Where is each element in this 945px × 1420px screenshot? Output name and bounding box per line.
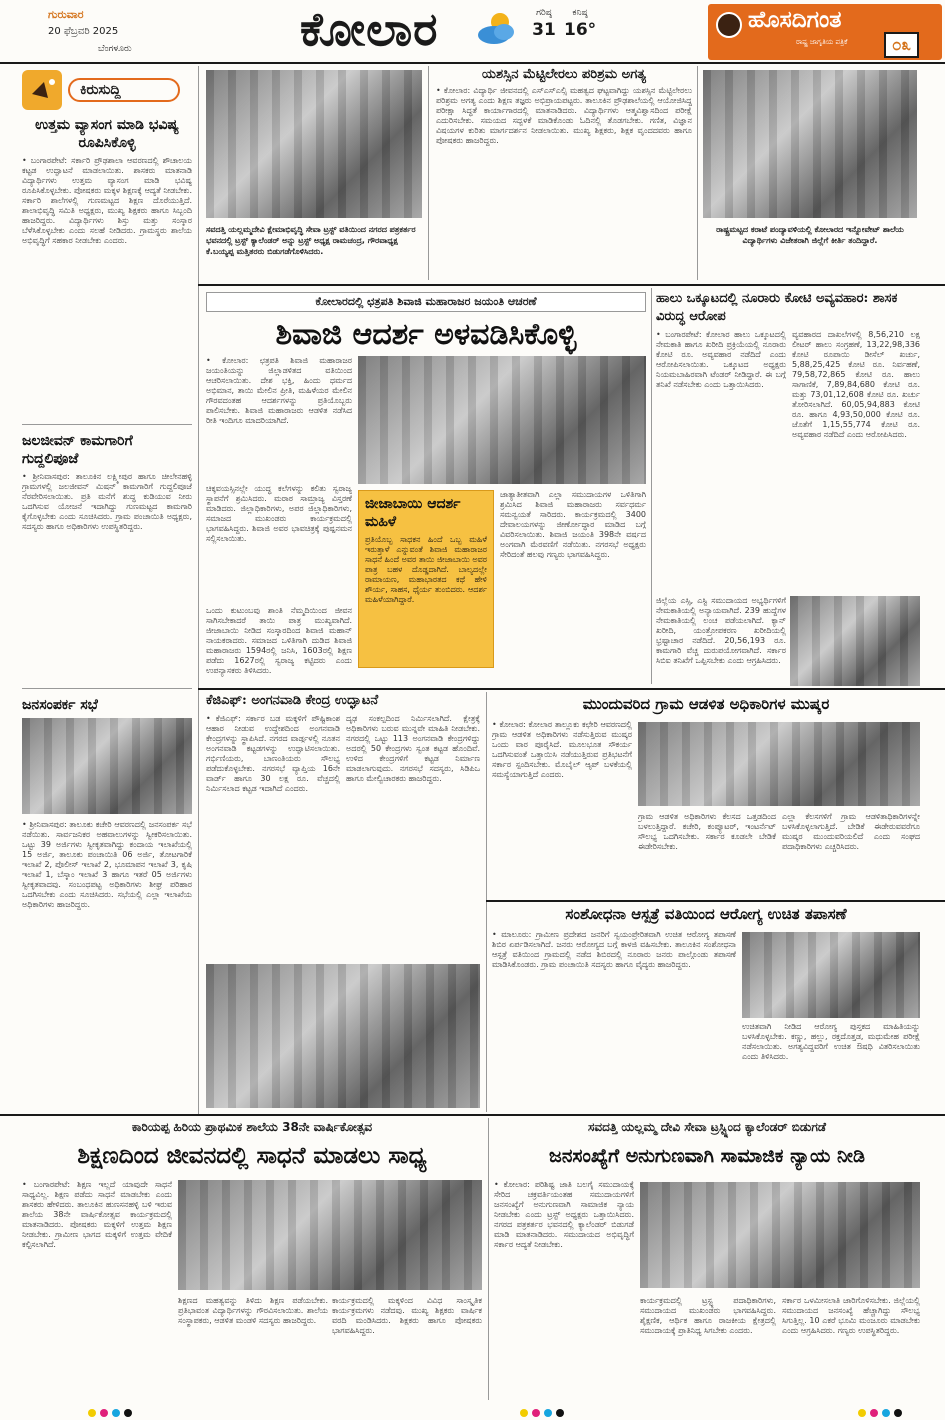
article-justice-p2: ಕಾರ್ಯಕ್ರಮದಲ್ಲಿ ಟ್ರಸ್ಟ್ನ ಪದಾಧಿಕಾರಿಗಳು, ಸಮುದಾಯದ ಮುಖಂಡರು ಭಾಗವಹಿಸಿದ್ದರು. ಶೈಕ್ಷಣಿಕ, ಆರ್ಥಿಕ ಹಾಗೂ ರಾಜಕೀಯ ಕ್ಷೇತ್ರದಲ್ಲಿ ಸಮುದಾಯಕ್ಕೆ ಪ್ರಾತಿನಿಧ್ಯ ಸಿಗಬೇಕು ಎಂದರು. (640, 1296, 776, 1335)
weekday: ಗುರುವಾರ (48, 8, 84, 21)
print-registration-marks (0, 1406, 945, 1420)
section-rule (486, 900, 945, 902)
article-school-p2: ಶಿಕ್ಷಣದ ಮಹತ್ವವನ್ನು ತಿಳಿದು ಶಿಕ್ಷಣ ಪಡೆಯಬೇಕು. ಪ್ರತಿಭಾವಂತ ವಿದ್ಯಾರ್ಥಿಗಳನ್ನು ಗೌರವಿಸಲಾಯಿತು. ಶಾಲೆಯ ಸಂಸ್ಥಾಪಕರು, ಆಡಳಿತ ಮಂಡಳಿ ಸದಸ್ಯರು ಹಾಜರಿದ್ದರು. (178, 1296, 328, 1325)
column-divider (486, 692, 487, 1112)
header-rule (0, 62, 945, 64)
kicker-shivaji (206, 292, 646, 312)
article-health-p1: • ಮಾಲೂರು: ಗ್ರಾಮೀಣ ಪ್ರದೇಶದ ಜನರಿಗೆ ಸ್ವಯಂಪ್ರೇರಿತವಾಗಿ ಉಚಿತ ಆರೋಗ್ಯ ತಪಾಸಣೆ ಶಿಬಿರ ಏರ್ಪಡಿಸಲಾಗಿದೆ. ಜನರು ಆರೋಗ್ಯದ ಬಗ್ಗೆ ಕಾಳಜಿ ವಹಿಸಬೇಕು. ತಾಲೂಕಿನ ಸಂಶೋಧನಾ ಆಸ್ಪತ್ರೆ ವತಿಯಿಂದ ಗ್ರಾಮದಲ್ಲಿ ನಡೆದ ಶಿಬಿರದಲ್ಲಿ ನೂರಾರು ಜನರು ಪಾಲ್ಗೊಂಡು ತಪಾಸಣೆ ಮಾಡಿಸಿಕೊಂಡರು. ಗ್ರಾಮ ಪಂಚಾಯಿತಿ ಸದಸ್ಯರು ಹಾಗೂ ವೈದ್ಯರು ಹಾಜರಿದ್ದರು. (492, 930, 736, 969)
kicker-school: ಕಾರಿಯಪ್ಪ ಹಿರಿಯ ಪ್ರಾಥಮಿಕ ಶಾಲೆಯ 38ನೇ ವಾರ್ಷಿಕೋತ್ಸವ (131, 1120, 373, 1134)
photo-trust-calendar (640, 1182, 920, 1288)
temp-min (564, 8, 596, 40)
register-dot-black (894, 1409, 902, 1417)
register-dot-yellow (88, 1409, 96, 1417)
box-jijabai-title: ಜೀಜಾಬಾಯಿ ಆದರ್ಶ ಮಹಿಳೆ (365, 496, 461, 530)
article-health-p2: ಉಚಿತವಾಗಿ ನೀಡಿದ ಆರೋಗ್ಯ ಪುಸ್ತಕದ ಮಾಹಿತಿಯನ್ನು ಬಳಸಿಕೊಳ್ಳಬೇಕು. ಕಣ್ಣು, ಹಲ್ಲು, ರಕ್ತದೊತ್ತಡ, ಮಧುಮೇಹ ಪರೀಕ್ಷೆ ನಡೆಸಲಾಯಿತು. ಅಗತ್ಯವಿದ್ದವರಿಗೆ ಉಚಿತ ಔಷಧಿ ವಿತರಿಸಲಾಯಿತು ಎಂದು ತಿಳಿಸಿದರು. (742, 1022, 920, 1061)
article-shivaji-p4: ಜಾತ್ಯಾತೀತವಾಗಿ ಎಲ್ಲಾ ಸಮುದಾಯಗಳ ಒಳಿತಿಗಾಗಿ ಶ್ರಮಿಸಿದ ಶಿವಾಜಿ ಮಹಾರಾಜರು ಸರ್ವಧರ್ಮ ಸಮನ್ವಯತೆ ಸಾರಿದರು. ಕಾರ್ಯಕ್ರಮದಲ್ಲಿ 3400 ದೇವಾಲಯಗಳನ್ನು ಜೀರ್ಣೋದ್ಧಾರ ಮಾಡಿದ ಬಗ್ಗೆ ವಿವರಿಸಲಾಯಿತು. ಶಿವಾಜಿ ಜಯಂತಿ 398ನೇ ವರ್ಷದ ಅಂಗವಾಗಿ ಮೆರವಣಿಗೆ ನಡೆಯಿತು. ನಗರಸಭೆ ಅಧ್ಯಕ್ಷರು ಸೇರಿದಂತೆ ಹಲವು ಗಣ್ಯರು ಭಾಗವಹಿಸಿದ್ದರು. (500, 490, 646, 559)
caption-karate: ರಾಷ್ಟ್ರಮಟ್ಟದ ಕರಾಟೆ ಪಂದ್ಯಾವಳಿಯಲ್ಲಿ ಕೋಲಾರದ ಇನ್ನೋವೇಟ್ ಶಾಲೆಯ ವಿದ್ಯಾರ್ಥಿಗಳು ವಿಜೇತರಾಗಿ ಜಿಲ್ಲೆಗೆ ಕೀರ್ತಿ ತಂದಿದ್ದಾರೆ. (716, 225, 904, 245)
article-janasampark: • ಶ್ರೀನಿವಾಸಪುರ: ತಾಲೂಕು ಕಚೇರಿ ಆವರಣದಲ್ಲಿ ಜನಸಂಪರ್ಕ ಸಭೆ ನಡೆಯಿತು. ಸಾರ್ವಜನಿಕರ ಅಹವಾಲುಗಳನ್ನು ಸ್ವೀಕರಿಸಲಾಯಿತು. ಒಟ್ಟು 39 ಅರ್ಜಿಗಳು ಸ್ವೀಕೃತವಾಗಿದ್ದು ಕಂದಾಯ ಇಲಾಖೆಯಲ್ಲಿ 15 ಅರ್ಜಿ, ತಾಲೂಕು ಪಂಚಾಯಿತಿ 06 ಅರ್ಜಿ, ತೋಟಗಾರಿಕೆ ಇಲಾಖೆ 2, ಪೊಲೀಸ್ ಇಲಾಖೆ 2, ಭೂಮಾಪನ ಇಲಾಖೆ 3, ಕೃಷಿ ಇಲಾಖೆ 1, ಬೆಸ್ಕಾಂ ಇಲಾಖೆ 3 ಹಾಗೂ ಇತರೆ 05 ಅರ್ಜಿಗಳು ಸ್ವೀಕೃತವಾದವು. ಸಂಬಂಧಪಟ್ಟ ಅಧಿಕಾರಿಗಳು ಶೀಘ್ರ ಪರಿಹಾರ ಒದಗಿಸಬೇಕು ಎಂದು ಸೂಚಿಸಿದರು. ಸಭೆಯಲ್ಲಿ ಎಲ್ಲಾ ಇಲಾಖೆಯ ಅಧಿಕಾರಿಗಳು ಹಾಜರಿದ್ದರು. (22, 820, 192, 909)
masthead-title: ಕೋಲಾರ (300, 2, 439, 56)
column-divider (651, 288, 652, 684)
article-justice-p3: ಸರ್ಕಾರ ಒಳಮೀಸಲಾತಿ ಜಾರಿಗೊಳಿಸಬೇಕು. ಜಿಲ್ಲೆಯಲ್ಲಿ ಸಮುದಾಯದ ಜನಸಂಖ್ಯೆ ಹೆಚ್ಚಾಗಿದ್ದು ಸೌಲಭ್ಯ ಸಿಗುತ್ತಿಲ್ಲ. 10 ಎಕರೆ ಭೂಮಿ ಮಂಜೂರು ಮಾಡಬೇಕು ಎಂದು ಆಗ್ರಹಿಸಿದರು. ಗಣ್ಯರು ಉಪಸ್ಥಿತರಿದ್ದರು. (782, 1296, 920, 1335)
article-officers-p2: ಗ್ರಾಮ ಆಡಳಿತ ಅಧಿಕಾರಿಗಳು ಕೆಲಸದ ಒತ್ತಡದಿಂದ ಬಳಲುತ್ತಿದ್ದಾರೆ. ಕಚೇರಿ, ಕಂಪ್ಯೂಟರ್, ಇಂಟರ್ನೆಟ್ ಸೌಲಭ್ಯ ಒದಗಿಸಬೇಕು. ಸರ್ಕಾರ ಕೂಡಲೇ ಬೇಡಿಕೆ ಈಡೇರಿಸಬೇಕು. (638, 812, 776, 851)
register-dot-cyan (882, 1409, 890, 1417)
page-number: ೦೩ (884, 32, 919, 58)
column-divider (697, 66, 698, 280)
register-dot-cyan (544, 1409, 552, 1417)
headline-success: ಯಶಸ್ಸಿನ ಮೆಟ್ಟಿಲೇರಲು ಪರಿಶ್ರಮ ಅಗತ್ಯ (482, 67, 646, 82)
box-jijabai (358, 490, 494, 668)
headline-school: ಶಿಕ್ಷಣದಿಂದ ಜೀವನದಲ್ಲಿ ಸಾಧನೆ ಮಾಡಲು ಸಾಧ್ಯ (77, 1142, 427, 1169)
divider (22, 424, 192, 425)
register-dot-magenta (870, 1409, 878, 1417)
brand-banner (708, 4, 942, 60)
brand-logo-icon (716, 12, 742, 38)
article-shivaji-p2: ಚಿಕ್ಕವಯಸ್ಸಿನಲ್ಲೇ ಯುದ್ಧ ಕಲೆಗಳನ್ನು ಕಲಿತು ಸ್ವರಾಜ್ಯ ಸ್ಥಾಪನೆಗೆ ಶ್ರಮಿಸಿದರು. ಮರಾಠ ಸಾಮ್ರಾಜ್ಯ ವಿಸ್ತರಣೆ ಮಾಡಿದರು. ಜಿಲ್ಲಾಧಿಕಾರಿಗಳು, ಅಪರ ಜಿಲ್ಲಾಧಿಕಾರಿಗಳು, ಸಮಾಜದ ಮುಖಂಡರು ಕಾರ್ಯಕ್ರಮದಲ್ಲಿ ಭಾಗವಹಿಸಿದ್ದರು. ಶಿವಾಜಿ ಅವರ ಭಾವಚಿತ್ರಕ್ಕೆ ಪುಷ್ಪನಮನ ಸಲ್ಲಿಸಲಾಯಿತು. (206, 484, 352, 543)
register-dot-magenta (100, 1409, 108, 1417)
date: 20 ಫೆಬ್ರವರಿ 2025 (48, 26, 119, 37)
photo-health-camp (742, 932, 920, 1018)
article-success: • ಕೋಲಾರ: ವಿದ್ಯಾರ್ಥಿ ಜೀವನದಲ್ಲಿ ಎಸ್ಎಸ್ಎಲ್ಸಿ ಮಹತ್ವದ ಘಟ್ಟವಾಗಿದ್ದು ಯಶಸ್ಸಿನ ಮೆಟ್ಟಿಲೇರಲು ಪರಿಶ್ರಮ ಅಗತ್ಯ ಎಂದು ಶಿಕ್ಷಣ ತಜ್ಞರು ಅಭಿಪ್ರಾಯಪಟ್ಟರು. ತಾಲೂಕಿನ ಪ್ರೌಢಶಾಲೆಯಲ್ಲಿ ಆಯೋಜಿಸಿದ್ದ ಪರೀಕ್ಷಾ ಸಿದ್ಧತೆ ಕಾರ್ಯಾಗಾರದಲ್ಲಿ ಮಾತನಾಡಿದರು. ವಿದ್ಯಾರ್ಥಿಗಳು ಆತ್ಮವಿಶ್ವಾಸದಿಂದ ಪರೀಕ್ಷೆ ಎದುರಿಸಬೇಕು. ಸಮಯದ ಸದ್ಬಳಕೆ ಮಾಡಿಕೊಂಡು ಓದಿನಲ್ಲಿ ತೊಡಗಬೇಕು. ಗಣಿತ, ವಿಜ್ಞಾನ ವಿಷಯಗಳ ಕುರಿತು ಮಾರ್ಗದರ್ಶನ ನೀಡಲಾಯಿತು. ಮುಖ್ಯ ಶಿಕ್ಷಕರು, ಶಿಕ್ಷಕ ವೃಂದದವರು ಹಾಗೂ ಪೋಷಕರು ಹಾಜರಿದ್ದರು. (436, 86, 692, 145)
temp-max-label: ಗರಿಷ್ಠ (536, 8, 552, 18)
article-shivaji-p3: ಒಂದು ಕುಟುಂಬವು ಶಾಂತಿ ನೆಮ್ಮದಿಯಿಂದ ಜೀವನ ಸಾಗಿಸಬೇಕಾದರೆ ತಾಯಿ ಪಾತ್ರ ಮುಖ್ಯವಾಗಿದೆ. ಜೀಜಾಬಾಯಿ ನೀಡಿದ ಸಂಸ್ಕಾರದಿಂದ ಶಿವಾಜಿ ಮಹಾನ್ ನಾಯಕರಾದರು. ಸಮಾಜದ ಒಳಿತಿಗಾಗಿ ದುಡಿದ ಶಿವಾಜಿ ಮಹಾರಾಜರು 1594ರಲ್ಲಿ ಜನಿಸಿ, 1603ರಲ್ಲಿ ಶಿಕ್ಷಣ ಪಡೆದು 1627ರಲ್ಲಿ ಸ್ವರಾಜ್ಯ ಕಟ್ಟಿದರು ಎಂದು ಉಪನ್ಯಾಸಕರು ತಿಳಿಸಿದರು. (206, 606, 352, 675)
article-kgf-p1: • ಕೆಜಿಎಫ್: ಸರ್ಕಾರ ಬಡ ಮಕ್ಕಳಿಗೆ ಪೌಷ್ಟಿಕಾಂಶ ಆಹಾರ ನೀಡುವ ಉದ್ದೇಶದಿಂದ ಅಂಗನವಾಡಿ ಕೇಂದ್ರಗಳನ್ನು ಸ್ಥಾಪಿಸಿದೆ. ನಗರದ ವಾರ್ಡ್ಗಳಲ್ಲಿ ನೂತನ ಅಂಗನವಾಡಿ ಕಟ್ಟಡಗಳನ್ನು ಉದ್ಘಾಟಿಸಲಾಯಿತು. ಗರ್ಭಿಣಿಯರು, ಬಾಣಂತಿಯರು ಸೌಲಭ್ಯ ಪಡೆದುಕೊಳ್ಳಬೇಕು. ನಗರಸಭೆ ವ್ಯಾಪ್ತಿಯ 16ನೇ ವಾರ್ಡ್ ಹಾಗೂ 30 ಲಕ್ಷ ರೂ. ವೆಚ್ಚದಲ್ಲಿ ನಿರ್ಮಿಸಲಾದ ಕಟ್ಟಡ ಇದಾಗಿದೆ ಎಂದರು. (206, 714, 340, 793)
register-dot-black (556, 1409, 564, 1417)
article-kgf-p2: ದೃಢ ಸಂಕಲ್ಪದಿಂದ ನಿರ್ಮಿಸಲಾಗಿದೆ. ಕ್ಷೇತ್ರಕ್ಕೆ ಅಧಿಕಾರಿಗಳು ಬರುವ ಮುನ್ನವೇ ಮಾಹಿತಿ ನೀಡಬೇಕು. ನಗರದಲ್ಲಿ ಒಟ್ಟು 113 ಅಂಗನವಾಡಿ ಕೇಂದ್ರಗಳಿದ್ದು ಅದರಲ್ಲಿ 50 ಕೇಂದ್ರಗಳು ಸ್ವಂತ ಕಟ್ಟಡ ಹೊಂದಿವೆ. ಉಳಿದ ಕೇಂದ್ರಗಳಿಗೆ ಕಟ್ಟಡ ನಿರ್ಮಾಣ ಮಾಡಲಾಗುವುದು. ನಗರಸಭೆ ಸದಸ್ಯರು, ಸಿಡಿಪಿಒ ಹಾಗೂ ಮೇಲ್ವಿಚಾರಕರು ಹಾಜರಿದ್ದರು. (346, 714, 480, 783)
article-milk-p2: ವ್ಯವಹಾರದ ದಾಖಲೆಗಳಲ್ಲಿ 8,56,210 ಲಕ್ಷ ಲೀಟರ್ ಹಾಲು ಸಂಗ್ರಹಣೆ, 13,22,98,336 ಕೋಟಿ ರೂಪಾಯಿ ಡೀಸೆಲ್ ಖರ್ಚು, 5,88,25,425 ಕೋಟಿ ರೂ. ನಿರ್ವಹಣೆ, 79,58,72,865 ಕೋಟಿ ರೂ. ಹಾಲು ಸಾಗಾಣಿಕೆ, 7,89,84,680 ಕೋಟಿ ರೂ. ಮತ್ತು 73,01,12,608 ಕೋಟಿ ರೂ. ಖರ್ಚು ತೋರಿಸಲಾಗಿದೆ. 60,05,94,883 ಕೋಟಿ ರೂ. ಹಾಗೂ 4,93,50,000 ಕೋಟಿ ರೂ. ಜೊತೆಗೆ 1,15,55,774 ಕೋಟಿ ರೂ. ಅವ್ಯವಹಾರ ನಡೆದಿದೆ ಎಂದು ಆರೋಪಿಸಿದರು. (792, 330, 920, 439)
photo-milk-union (790, 596, 920, 686)
register-dot-yellow (520, 1409, 528, 1417)
photo-janasampark (22, 718, 192, 814)
photo-anganwadi (206, 964, 480, 1108)
column-divider (428, 66, 429, 280)
article-jaljeevan: • ಶ್ರೀನಿವಾಸಪುರ: ತಾಲೂಕಿನ ಲಕ್ಷ್ಮೀಪುರ ಹಾಗೂ ಚೀಲೇನಹಳ್ಳಿ ಗ್ರಾಮಗಳಲ್ಲಿ ಜಲಜೀವನ್ ಮಿಷನ್ ಕಾಮಗಾರಿಗೆ ಗುದ್ದಲಿಪೂಜೆ ನೆರವೇರಿಸಲಾಯಿತು. ಪ್ರತಿ ಮನೆಗೆ ಶುದ್ಧ ಕುಡಿಯುವ ನೀರು ಒದಗಿಸುವ ಯೋಜನೆ ಇದಾಗಿದ್ದು ಗುಣಮಟ್ಟದ ಕಾಮಗಾರಿ ಕೈಗೊಳ್ಳಬೇಕು ಎಂದು ಸೂಚಿಸಿದರು. ಗ್ರಾಮ ಪಂಚಾಯಿತಿ ಅಧ್ಯಕ್ಷರು, ಸದಸ್ಯರು ಹಾಗೂ ಅಧಿಕಾರಿಗಳು ಉಪಸ್ಥಿತರಿದ್ದರು. (22, 472, 192, 531)
kicker-justice: ಸವದತ್ತಿ ಯಲ್ಲಮ್ಮ ದೇವಿ ಸೇವಾ ಟ್ರಸ್ಟ್ನಿಂದ ಕ್ಯಾಲೆಂಡರ್ ಬಿಡುಗಡೆ (588, 1120, 826, 1134)
register-dot-cyan (112, 1409, 120, 1417)
headline-kgf: ಕೆಜಿಎಫ್: ಅಂಗನವಾಡಿ ಕೇಂದ್ರ ಉದ್ಘಾಟನೆ (206, 693, 379, 708)
section-rule (0, 1114, 945, 1116)
caption-calendar-release: ಸವದತ್ತಿ ಯಲ್ಲಮ್ಮದೇವಿ ಕ್ಷೇಮಾಭಿವೃದ್ಧಿ ಸೇವಾ ಟ್ರಸ್ಟ್ ವತಿಯಿಂದ ನಗರದ ಪತ್ರಕರ್ತರ ಭವನದಲ್ಲಿ ಟ್ರಸ್ಟ್ ಕ್ಯಾಲೆಂಡರ್ ಅನ್ನು ಟ್ರಸ್ಟ್ ಅಧ್ಯಕ್ಷ ರಾಮಚಂದ್ರ, ಗೌರವಾಧ್ಯಕ್ಷ ಕೆ.ಬಯ್ಯಪ್ಪ ಮತ್ತಿತರರು ಬಿಡುಗಡೆಗೊಳಿಸಿದರು. (206, 225, 416, 256)
megaphone-icon (22, 70, 62, 110)
temperature (528, 8, 608, 56)
temp-min-label: ಕನಿಷ್ಠ (572, 8, 588, 18)
kirusuddi-label: ಕಿರುಸುದ್ದಿ (68, 78, 180, 102)
article-shivaji-p1: • ಕೋಲಾರ: ಛತ್ರಪತಿ ಶಿವಾಜಿ ಮಹಾರಾಜರ ಜಯಂತಿಯನ್ನು ಜಿಲ್ಲಾಡಳಿತದ ವತಿಯಿಂದ ಆಚರಿಸಲಾಯಿತು. ದೇಶ ಭಕ್ತಿ, ಹಿಂದು ಧರ್ಮದ ಅಭಿಮಾನ, ತಾಯಿ ಮೇಲಿನ ಪ್ರೀತಿ, ಮಹಿಳೆಯರ ಮೇಲಿನ ಗೌರವದಂತಹ ಆದರ್ಶಗಳನ್ನು ಪ್ರತಿಯೊಬ್ಬರು ಪಾಲಿಸಬೇಕು. ಶಿವಾಜಿ ಮಹಾರಾಜರು ಆಡಳಿತ ನಡೆಸಿದ ರೀತಿ ಇಂದಿಗೂ ಮಾದರಿಯಾಗಿದೆ. (206, 356, 352, 425)
article-milk-p3: ಜಿಲ್ಲೆಯ ಎಸ್ಸಿ, ಎಸ್ಟಿ ಸಮುದಾಯದ ಅಭ್ಯರ್ಥಿಗಳಿಗೆ ನೇಮಕಾತಿಯಲ್ಲಿ ಅನ್ಯಾಯವಾಗಿದೆ. 239 ಹುದ್ದೆಗಳ ನೇಮಕಾತಿಯಲ್ಲಿ ಲಂಚ ಪಡೆಯಲಾಗಿದೆ. ಕ್ಯಾನ್ ಖರೀದಿ, ಯಂತ್ರೋಪಕರಣ ಖರೀದಿಯಲ್ಲಿ ಭ್ರಷ್ಟಾಚಾರ ನಡೆದಿದೆ. 20,56,193 ರೂ. ಕಾಮಗಾರಿ ವೆಚ್ಚ ದುರುಪಯೋಗವಾಗಿದೆ. ಸರ್ಕಾರ ಸಿಬಿಐ ತನಿಖೆಗೆ ಒಪ್ಪಿಸಬೇಕು ಎಂದು ಆಗ್ರಹಿಸಿದರು. (656, 596, 786, 665)
kirusuddi-badge (22, 70, 182, 110)
city: ಬೆಂಗಳೂರು (98, 44, 132, 54)
kicker-shivaji-text: ಕೋಲಾರದಲ್ಲಿ ಛತ್ರಪತಿ ಶಿವಾಜಿ ಮಹಾರಾಜರ ಜಯಂತಿ ಆಚರಣೆ (315, 295, 537, 308)
article-school-p1: • ಬಂಗಾರಪೇಟೆ: ಶಿಕ್ಷಣ ಇಲ್ಲದೆ ಯಾವುದೇ ಸಾಧನೆ ಸಾಧ್ಯವಿಲ್ಲ. ಶಿಕ್ಷಣ ಪಡೆದು ಸಾಧನೆ ಮಾಡಬೇಕು ಎಂದು ಶಾಸಕರು ಹೇಳಿದರು. ತಾಲೂಕಿನ ಹುಣಸನಹಳ್ಳಿ ಬಳಿ ಇರುವ ಶಾಲೆಯ 38ನೇ ವಾರ್ಷಿಕೋತ್ಸವ ಕಾರ್ಯಕ್ರಮದಲ್ಲಿ ಮಾತನಾಡಿದರು. ಪೋಷಕರು ಮಕ್ಕಳಿಗೆ ಉತ್ತಮ ಶಿಕ್ಷಣ ನೀಡಬೇಕು. ಗ್ರಾಮೀಣ ಭಾಗದ ಮಕ್ಕಳಿಗೆ ಉತ್ತಮ ವೇದಿಕೆ ಕಲ್ಪಿಸಲಾಗಿದೆ. (22, 1180, 172, 1249)
headline-janasampark: ಜನಸಂಪರ್ಕ ಸಭೆ (22, 697, 98, 713)
register-dot-black (124, 1409, 132, 1417)
headline-milk-union: ಹಾಲು ಒಕ್ಕೂಟದಲ್ಲಿ ನೂರಾರು ಕೋಟಿ ಅವ್ಯವಹಾರ: ಶಾಸಕ ವಿರುದ್ಧ ಆರೋಪ (656, 291, 898, 324)
article-officers-p1: • ಕೋಲಾರ: ಕೋಲಾರ ತಾಲ್ಲೂಕು ಕಛೇರಿ ಆವರಣದಲ್ಲಿ ಗ್ರಾಮ ಆಡಳಿತ ಅಧಿಕಾರಿಗಳು ನಡೆಸುತ್ತಿರುವ ಮುಷ್ಕರ ಒಂದು ವಾರ ಪೂರೈಸಿದೆ. ಮೂಲಭೂತ ಸೌಕರ್ಯ ಒದಗಿಸುವಂತೆ ಒತ್ತಾಯಿಸಿ ನಡೆಯುತ್ತಿರುವ ಪ್ರತಿಭಟನೆಗೆ ಸರ್ಕಾರ ಸ್ಪಂದಿಸಬೇಕು. ಮೊಬೈಲ್ ಆ್ಯಪ್ ಬಳಕೆಯಲ್ಲಿ ಸಮಸ್ಯೆಯಾಗುತ್ತಿದೆ ಎಂದರು. (492, 720, 632, 779)
temp-max (528, 8, 560, 40)
photo-officers-strike (638, 722, 920, 806)
divider (22, 688, 192, 689)
register-dot-magenta (532, 1409, 540, 1417)
article-officers-p3: ಎಲ್ಲಾ ಕೆಲಸಗಳಿಗೆ ಗ್ರಾಮ ಆಡಳಿತಾಧಿಕಾರಿಗಳನ್ನೇ ಬಳಸಿಕೊಳ್ಳಲಾಗುತ್ತಿದೆ. ಬೇಡಿಕೆ ಈಡೇರುವವರೆಗೂ ಮುಷ್ಕರ ಮುಂದುವರಿಯಲಿದೆ ಎಂದು ಸಂಘದ ಪದಾಧಿಕಾರಿಗಳು ಎಚ್ಚರಿಸಿದರು. (782, 812, 920, 851)
article-justice-p1: • ಕೋಲಾರ: ಪರಿಶಿಷ್ಟ ಜಾತಿ ಬಲಗೈ ಸಮುದಾಯಕ್ಕೆ ಸೇರಿದ ಚಕ್ರವರ್ತಿಯಂತಹ ಸಮುದಾಯಗಳಿಗೆ ಜನಸಂಖ್ಯೆಗೆ ಅನುಗುಣವಾಗಿ ಸಾಮಾಜಿಕ ನ್ಯಾಯ ನೀಡಬೇಕು ಎಂದು ಟ್ರಸ್ಟ್ ಅಧ್ಯಕ್ಷರು ಒತ್ತಾಯಿಸಿದರು. ನಗರದ ಪತ್ರಕರ್ತರ ಭವನದಲ್ಲಿ ಕ್ಯಾಲೆಂಡರ್ ಬಿಡುಗಡೆ ಮಾಡಿ ಮಾತನಾಡಿದರು. ಸಮುದಾಯದ ಅಭಿವೃದ್ಧಿಗೆ ಸರ್ಕಾರ ಆದ್ಯತೆ ನೀಡಬೇಕು. (494, 1180, 634, 1249)
box-jijabai-text: ಪ್ರತಿಯೊಬ್ಬ ಸಾಧಕನ ಹಿಂದೆ ಒಬ್ಬ ಮಹಿಳೆ ಇರುತ್ತಾಳೆ ಎನ್ನುವಂತೆ ಶಿವಾಜಿ ಮಹಾರಾಜರ ಸಾಧನೆ ಹಿಂದೆ ಅವರ ತಾಯಿ ಜೀಜಾಬಾಯಿ ಅವರ ಪಾತ್ರ ಬಹಳ ದೊಡ್ಡದಾಗಿದೆ. ಬಾಲ್ಯದಲ್ಲೇ ರಾಮಾಯಣ, ಮಹಾಭಾರತದ ಕಥೆ ಹೇಳಿ ಶೌರ್ಯ, ಸಾಹಸ, ಧೈರ್ಯ ತುಂಬಿದರು. ಆದರ್ಶ ಮಹಿಳೆಯಾಗಿದ್ದಾರೆ. (365, 535, 487, 604)
register-dot-yellow (858, 1409, 866, 1417)
section-rule (198, 688, 945, 690)
temp-min-value: 16° (564, 20, 597, 40)
brand-tagline: ರಾಷ್ಟ್ರ ಜಾಗೃತಿಯ ಪತ್ರಿಕೆ (796, 38, 848, 46)
headline-shivaji: ಶಿವಾಜಿ ಆದರ್ಶ ಅಳವಡಿಸಿಕೊಳ್ಳಿ (275, 317, 577, 352)
photo-karate (703, 70, 917, 218)
headline-justice: ಜನಸಂಖ್ಯೆಗೆ ಅನುಗುಣವಾಗಿ ಸಾಮಾಜಿಕ ನ್ಯಾಯ ನೀಡಿ (549, 1145, 865, 1167)
column-divider (488, 1118, 489, 1400)
article-school-p3: ಕಾರ್ಯಕ್ರಮದಲ್ಲಿ ಮಕ್ಕಳಿಂದ ವಿವಿಧ ಸಾಂಸ್ಕೃತಿಕ ಕಾರ್ಯಕ್ರಮಗಳು ನಡೆದವು. ಮುಖ್ಯ ಶಿಕ್ಷಕರು ವಾರ್ಷಿಕ ವರದಿ ಮಂಡಿಸಿದರು. ಶಿಕ್ಷಕರು ಹಾಗೂ ಪೋಷಕರು ಭಾಗವಹಿಸಿದ್ದರು. (332, 1296, 482, 1335)
brand-name: ಹೊಸದಿಗಂತ (748, 6, 842, 33)
article-milk-p1: • ಬಂಗಾರಪೇಟೆ: ಕೋಲಾರ ಹಾಲು ಒಕ್ಕೂಟದಲ್ಲಿ ನೇಮಕಾತಿ ಹಾಗೂ ಖರೀದಿ ಪ್ರಕ್ರಿಯೆಯಲ್ಲಿ ನೂರಾರು ಕೋಟಿ ರೂ. ಅವ್ಯವಹಾರ ನಡೆದಿದೆ ಎಂದು ಆರೋಪಿಸಲಾಯಿತು. ಒಕ್ಕೂಟದ ಅಧ್ಯಕ್ಷರು ನಿಯಮಬಾಹಿರವಾಗಿ ಟೆಂಡರ್ ನೀಡಿದ್ದಾರೆ. ಈ ಬಗ್ಗೆ ತನಿಖೆ ನಡೆಸಬೇಕು ಎಂದು ಒತ್ತಾಯಿಸಿದರು. (656, 330, 786, 389)
column-divider (198, 66, 199, 1116)
temp-max-value: 31 (532, 20, 556, 40)
photo-school-anniversary (178, 1180, 482, 1290)
headline-study: ಉತ್ತಮ ವ್ಯಾಸಂಗ ಮಾಡಿ ಭವಿಷ್ಯ ರೂಪಿಸಿಕೊಳ್ಳಿ (35, 117, 179, 151)
headline-jaljeevan: ಜಲಜೀವನ್ ಕಾಮಗಾರಿಗೆ ಗುದ್ದಲಿಪೂಜೆ (22, 433, 133, 467)
header-dateline (48, 8, 288, 60)
headline-officers-strike: ಮುಂದುವರಿದ ಗ್ರಾಮ ಆಡಳಿತ ಅಧಿಕಾರಿಗಳ ಮುಷ್ಕರ (582, 695, 830, 713)
photo-shivaji (358, 356, 646, 484)
section-rule (198, 284, 945, 286)
weather-icon (476, 8, 520, 48)
article-study: • ಬಂಗಾರಪೇಟೆ: ಸರ್ಕಾರಿ ಪ್ರೌಢಶಾಲಾ ಆವರಣದಲ್ಲಿ ಶೌಚಾಲಯ ಕಟ್ಟಡ ಉದ್ಘಾಟನೆ ಮಾಡಲಾಯಿತು. ಶಾಸಕರು ಮಾತನಾಡಿ ವಿದ್ಯಾರ್ಥಿಗಳು ಉತ್ತಮ ವ್ಯಾಸಂಗ ಮಾಡಿ ಭವಿಷ್ಯ ರೂಪಿಸಿಕೊಳ್ಳಬೇಕು. ಪೋಷಕರು ಮಕ್ಕಳ ಶಿಕ್ಷಣಕ್ಕೆ ಆದ್ಯತೆ ನೀಡಬೇಕು. ಸರ್ಕಾರಿ ಶಾಲೆಗಳಲ್ಲಿ ಗುಣಮಟ್ಟದ ಶಿಕ್ಷಣ ದೊರೆಯುತ್ತಿದೆ. ಶಾಲಾಭಿವೃದ್ಧಿ ಸಮಿತಿ ಅಧ್ಯಕ್ಷರು, ಮುಖ್ಯ ಶಿಕ್ಷಕರು ಹಾಗೂ ಸಿಬ್ಬಂದಿ ಹಾಜರಿದ್ದರು. ವಿದ್ಯಾರ್ಥಿಗಳು ಶಿಸ್ತು ಮತ್ತು ಸಂಸ್ಕಾರ ಬೆಳೆಸಿಕೊಳ್ಳಬೇಕು ಎಂದು ಸಲಹೆ ನೀಡಿದರು. ಗ್ರಾಮಸ್ಥರು ಶಾಲೆಯ ಅಭಿವೃದ್ಧಿಗೆ ಸಹಕಾರ ನೀಡಬೇಕು ಎಂದರು. (22, 156, 192, 245)
headline-health-camp: ಸಂಶೋಧನಾ ಆಸ್ಪತ್ರೆ ವತಿಯಿಂದ ಆರೋಗ್ಯ ಉಚಿತ ತಪಾಸಣೆ (565, 905, 847, 923)
photo-calendar-release (206, 70, 422, 218)
